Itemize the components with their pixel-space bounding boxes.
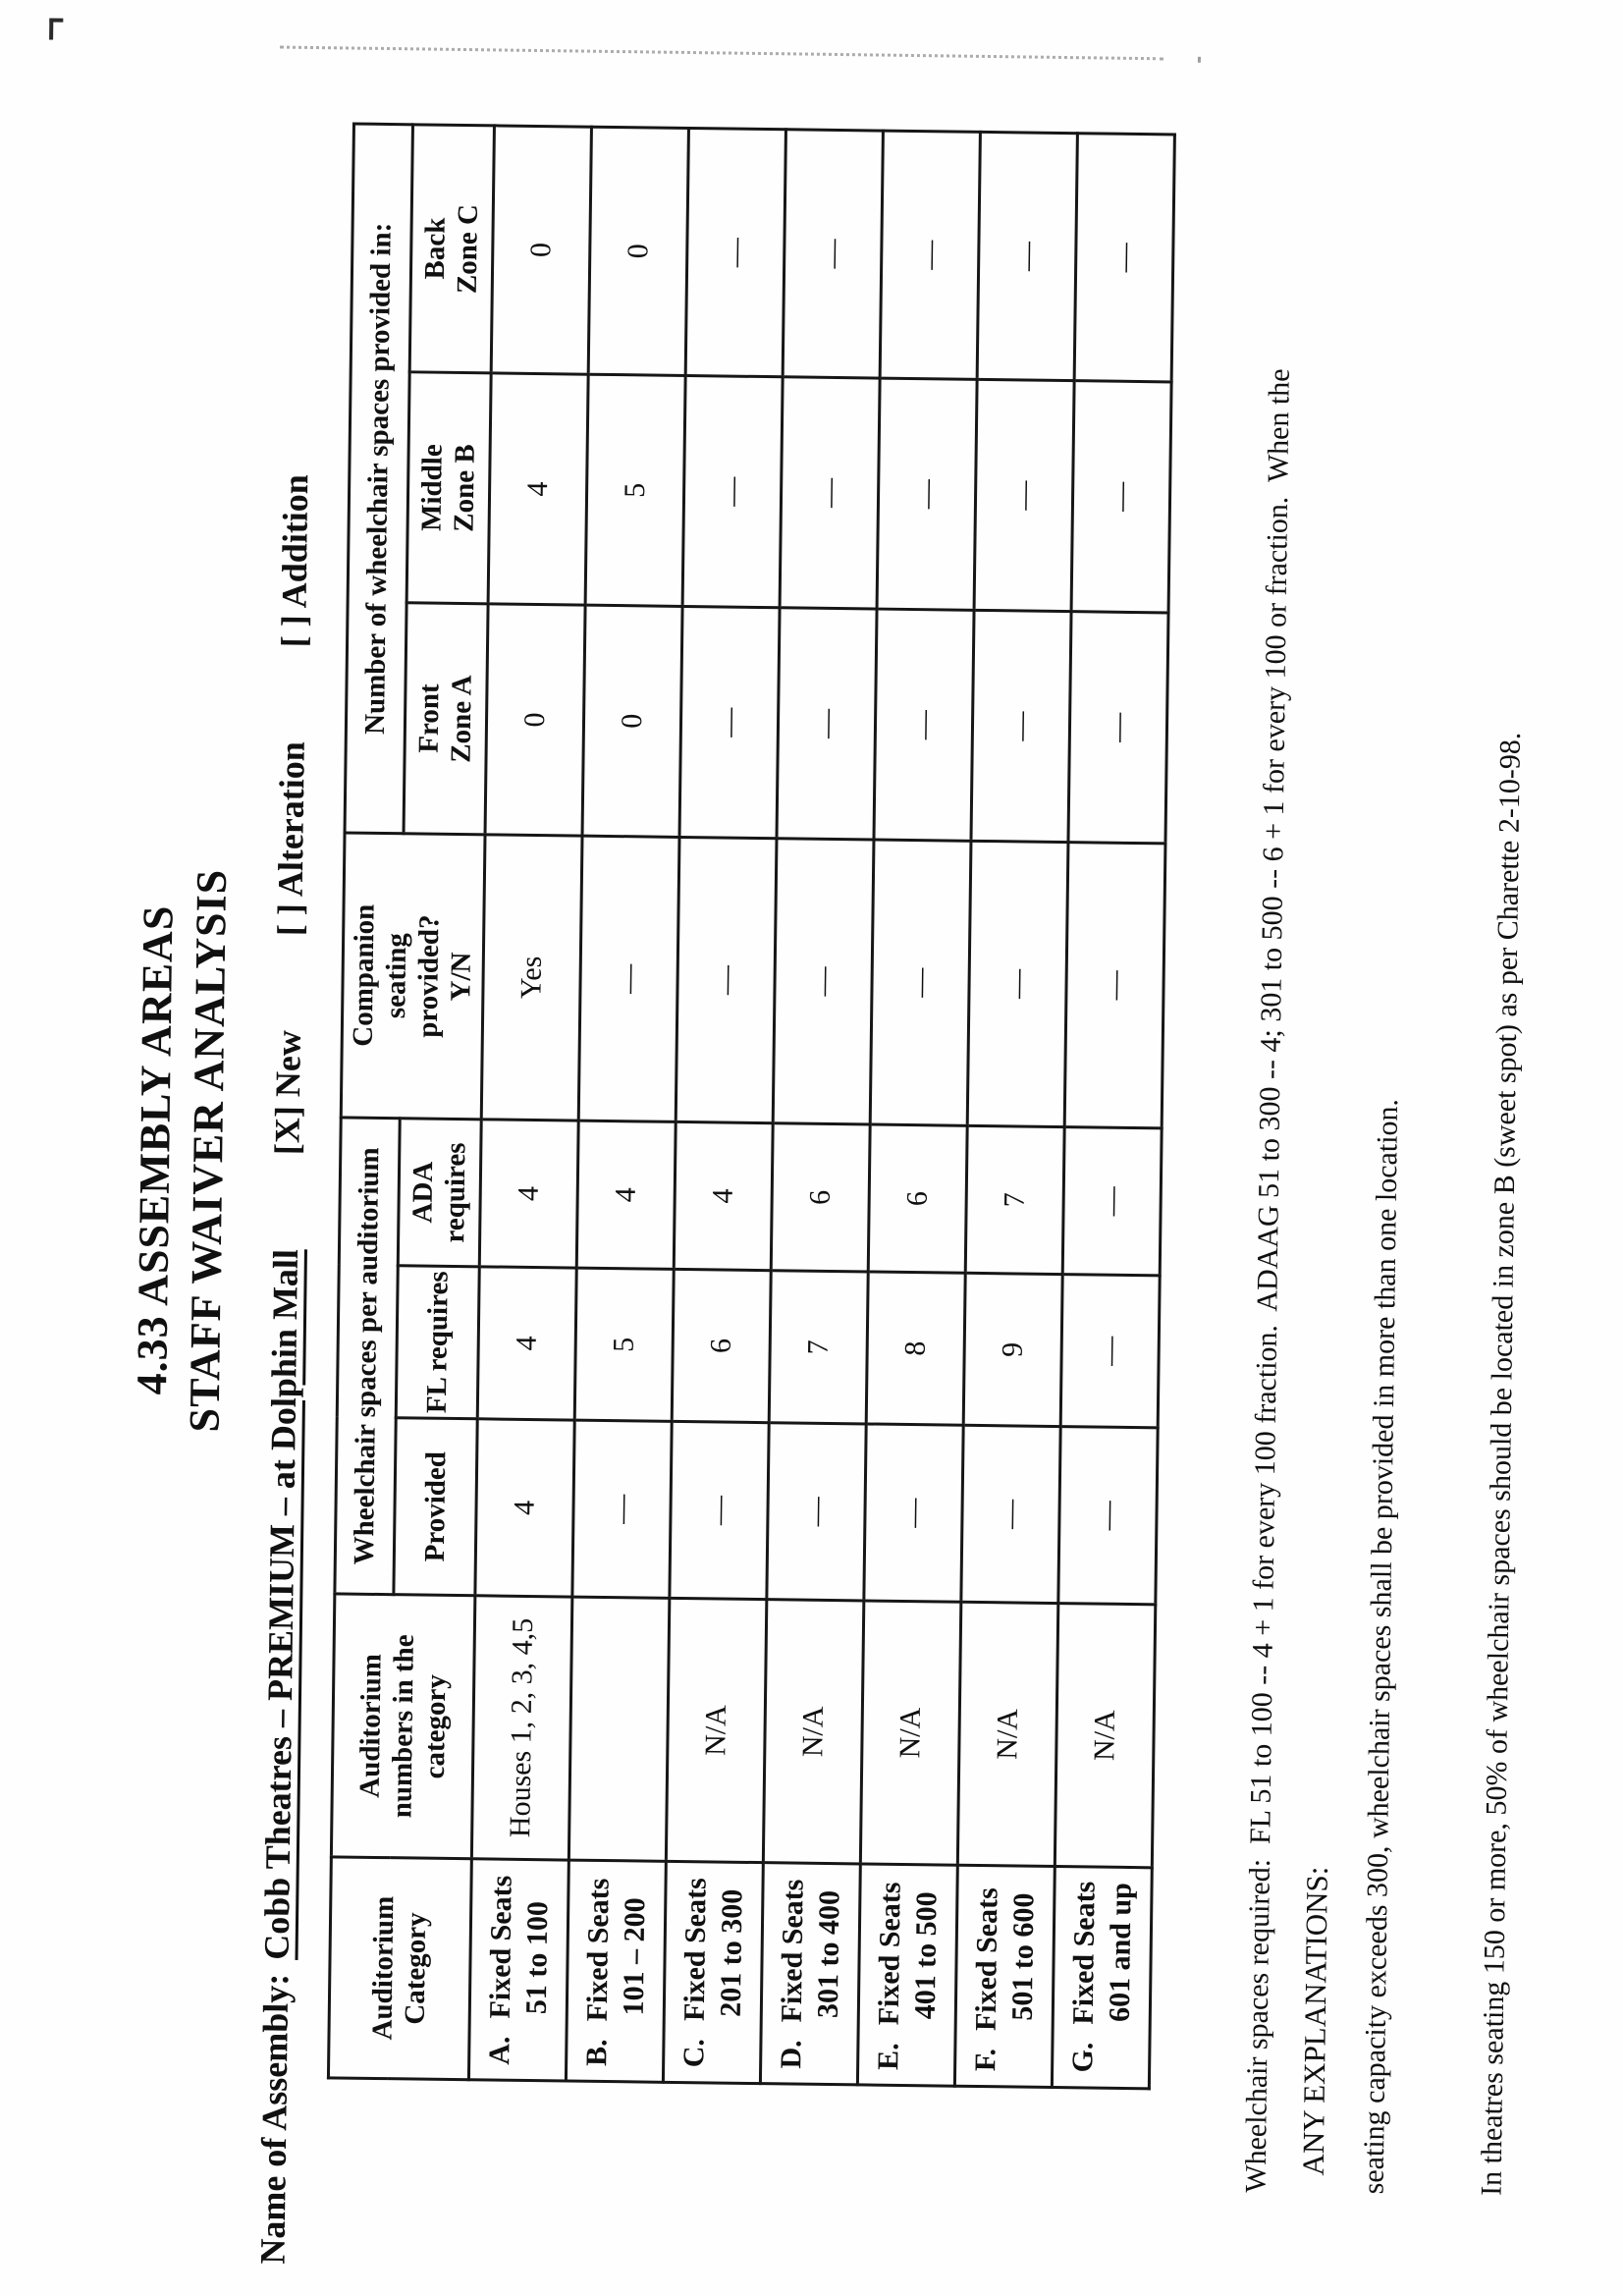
cell-category: C.Fixed Seats 201 to 300 <box>663 1861 763 2083</box>
cell-fl-requires: 9 <box>963 1273 1062 1426</box>
cell-front-zone-a: 0 <box>582 605 682 837</box>
waiver-analysis-table <box>327 122 1176 2090</box>
cell-provided: — <box>572 1420 672 1598</box>
cell-provided: — <box>670 1421 769 1599</box>
col-header-auditorium-numbers: Auditorium numbers in the category <box>331 1594 474 1859</box>
cell-companion: — <box>967 841 1068 1126</box>
cell-fl-requires: 4 <box>477 1267 576 1420</box>
cell-back-zone-c: — <box>977 132 1077 380</box>
assembly-label: Name of Assembly: <box>252 1973 297 2265</box>
cell-middle-zone-b: — <box>974 379 1074 611</box>
cell-provided: 4 <box>475 1419 574 1597</box>
any-explanations-label: ANY EXPLANATIONS: <box>1295 1866 1334 2176</box>
cell-fl-requires: 8 <box>866 1272 965 1425</box>
cell-companion: — <box>578 836 679 1121</box>
cell-numbers: N/A <box>763 1600 863 1864</box>
checkbox-alteration: [ ] Alteration <box>270 740 312 937</box>
cell-front-zone-a: 0 <box>485 604 585 836</box>
col-header-auditorium-category: Auditorium Category <box>328 1857 471 2080</box>
cell-back-zone-c: 0 <box>588 127 688 375</box>
cell-back-zone-c: — <box>685 128 785 376</box>
cell-category: E.Fixed Seats 401 to 500 <box>857 1864 957 2086</box>
col-header-front-zone-a: Front Zone A <box>404 603 488 835</box>
cell-category: B.Fixed Seats 101 – 200 <box>566 1860 666 2082</box>
cell-provided: — <box>864 1424 963 1602</box>
cell-ada-requires: 7 <box>965 1125 1064 1274</box>
title-line-2: STAFF WAIVER ANALYSIS <box>180 868 237 1433</box>
cell-middle-zone-b: — <box>682 375 783 607</box>
cell-category: G.Fixed Seats 601 and up <box>1052 1867 1152 2089</box>
scan-speck <box>1198 57 1201 63</box>
cell-numbers: N/A <box>860 1601 960 1865</box>
cell-back-zone-c: — <box>1074 134 1174 382</box>
col-header-provided: Provided <box>394 1418 477 1596</box>
wheelchair-requirements-notes <box>1158 120 1617 2198</box>
cell-numbers <box>568 1597 669 1861</box>
col-header-companion-seating: Companion seating provided? Y/N <box>341 833 485 1120</box>
notes-line-3: In theatres seating 150 or more, 50% of wheelchair spaces should be located in zone B (sweet spot) as per Charette 2-10-98. <box>1475 732 1527 2197</box>
page-title <box>114 2 250 2296</box>
cell-category: A.Fixed Seats 51 to 100 <box>468 1859 568 2081</box>
cell-ada-requires: 4 <box>479 1120 578 1268</box>
col-header-middle-zone-b: Middle Zone B <box>407 372 492 604</box>
cell-front-zone-a: — <box>971 610 1071 842</box>
scan-corner-mark-vertical <box>49 18 63 22</box>
cell-front-zone-a: — <box>874 609 974 841</box>
cell-back-zone-c: 0 <box>491 126 591 374</box>
cell-companion: Yes <box>481 835 582 1121</box>
cell-numbers: N/A <box>666 1598 766 1862</box>
col-header-back-zone-c: Back Zone C <box>410 125 495 373</box>
checkbox-addition: [ ] Addition <box>274 473 316 648</box>
cell-numbers: Houses 1, 2, 3, 4,5 <box>471 1596 571 1860</box>
cell-category: D.Fixed Seats 301 to 400 <box>760 1863 860 2085</box>
scan-edge-artifact <box>280 46 1163 61</box>
span-header-zones: Number of wheelchair spaces provided in: <box>345 124 413 834</box>
cell-middle-zone-b: 5 <box>585 374 685 606</box>
cell-ada-requires: 4 <box>576 1121 676 1269</box>
cell-ada-requires: 4 <box>674 1121 773 1270</box>
cell-front-zone-a: — <box>1068 612 1168 844</box>
cell-ada-requires: — <box>1062 1127 1162 1276</box>
cell-provided: — <box>767 1423 866 1601</box>
checkbox-new: [X] New <box>267 1029 308 1156</box>
col-header-ada-requires: ADA requires <box>399 1119 482 1267</box>
cell-back-zone-c: — <box>880 131 980 379</box>
assembly-header-line <box>251 16 322 2265</box>
cell-companion: — <box>676 837 777 1122</box>
cell-fl-requires: — <box>1060 1275 1160 1428</box>
cell-fl-requires: 7 <box>769 1271 868 1424</box>
cell-front-zone-a: — <box>679 606 780 838</box>
cell-middle-zone-b: — <box>877 378 977 610</box>
cell-companion: — <box>1064 843 1165 1128</box>
cell-category: F.Fixed Seats 501 to 600 <box>954 1865 1055 2087</box>
col-header-fl-requires: FL requires <box>397 1266 480 1419</box>
notes-line-2: seating capacity exceeds 300, wheelchair spaces shall be provided in more than one location. <box>1357 1098 1405 2195</box>
cell-numbers: N/A <box>1055 1604 1155 1868</box>
cell-provided: — <box>1058 1427 1158 1605</box>
cell-middle-zone-b: — <box>780 377 880 609</box>
assembly-name: Cobb Theatres – PREMIUM – at Dolphin Mall <box>256 1248 305 1960</box>
title-line-1: 4.33 ASSEMBLY AREAS <box>128 904 183 1395</box>
cell-middle-zone-b: — <box>1071 381 1171 613</box>
cell-provided: — <box>961 1425 1060 1603</box>
cell-fl-requires: 5 <box>574 1268 674 1421</box>
cell-companion: — <box>773 839 874 1124</box>
cell-ada-requires: 6 <box>868 1124 967 1273</box>
cell-middle-zone-b: 4 <box>488 373 588 605</box>
span-header-wheelchair-spaces: Wheelchair spaces per auditorium <box>335 1118 401 1595</box>
cell-numbers: N/A <box>957 1602 1057 1866</box>
notes-line-1: Wheelchair spaces required: FL 51 to 100 -- 4 + 1 for every 100 fraction. ADAAG 51 to 300 -- 4; 301 to 500 -- 6 + 1 for every 100 or fraction. When the <box>1239 368 1296 2193</box>
cell-ada-requires: 6 <box>771 1123 870 1272</box>
cell-companion: — <box>870 840 971 1125</box>
cell-front-zone-a: — <box>777 608 877 840</box>
cell-fl-requires: 6 <box>672 1269 771 1422</box>
cell-back-zone-c: — <box>783 130 883 378</box>
